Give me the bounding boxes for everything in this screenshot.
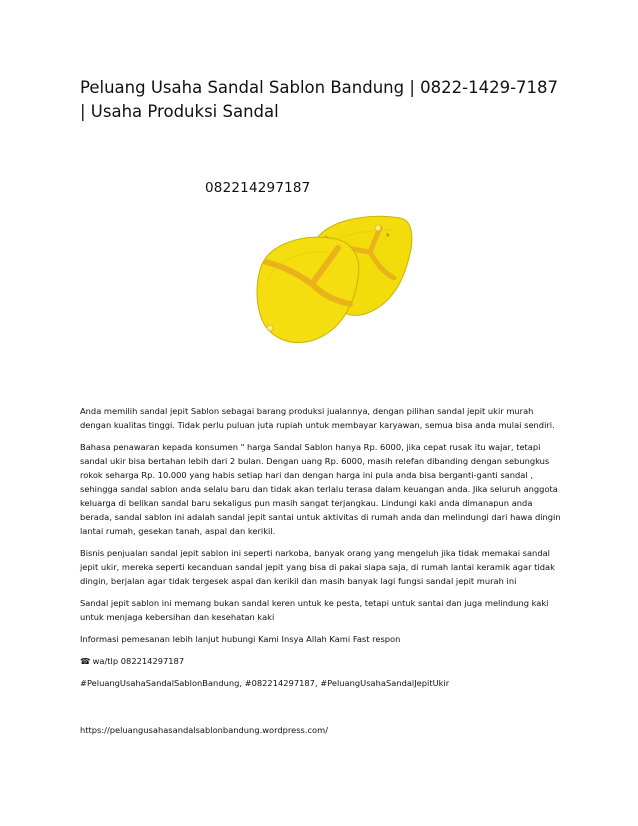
text-line: sandal ukir bisa bertahan lebih dari 2 bulan. Dengan uang Rp. 6000, masih relefan dibanding dengan sebungkus — [80, 456, 550, 466]
paragraph-intro — [80, 404, 560, 432]
hashtags-text: #PeluangUsahaSandalSablonBandung, #082214297187, #PeluangUsahaSandalJepitUkir — [80, 678, 450, 688]
text-line: keluarga di belikan sandal baru sekaligus pun masih sangat terjangkau. Lindungi kaki anda dimanapun anda — [80, 498, 533, 508]
front-sandal — [257, 237, 359, 342]
paragraph-business — [80, 546, 560, 588]
paragraph-order-info — [80, 632, 560, 646]
phone-icon: ☎ — [80, 656, 91, 666]
image-phone-caption: 082214297187 — [205, 180, 311, 196]
hashtags — [80, 676, 560, 690]
paragraph-casual — [80, 596, 560, 624]
text-line: Informasi pemesanan lebih lanjut hubungi Kami Insya Allah Kami Fast respon — [80, 634, 401, 644]
text-line: jepit ukir, mereka seperti kecanduan sandal jepit yang bisa di pakai siapa saja, di rumah lantai keramik agar tidak — [80, 562, 555, 572]
text-line: Bisnis penjualan sandal jepit sablon ini seperti narkoba, banyak orang yang mengeluh jika tidak memakai sandal — [80, 548, 550, 558]
text-line: Anda memilih sandal jepit Sablon sebagai barang produksi jualannya, dengan pilihan sandal jepit ukir murah — [80, 406, 534, 416]
text-line: berada, sandal sablon ini adalah sandal jepit santai untuk aktivitas di rumah anda dan melindungi dari hawa dingin — [80, 512, 561, 522]
text-line: dengan kualitas tinggi. Tidak perlu puluan juta rupiah untuk membayar karyawan, semua bisa anda mulai sendiri. — [80, 420, 555, 430]
text-line: dingin, berjalan agar tidak tergesek aspal dan kerikil dan masih banyak lagi fungsi sandal jepit murah ini — [80, 576, 517, 586]
contact-line — [80, 654, 560, 668]
text-line: Sandal jepit sablon ini memang bukan sandal keren untuk ke pesta, tetapi untuk santai dan juga melindung kaki — [80, 598, 549, 608]
text-line: Bahasa penawaran kepada konsumen " harga Sandal Sablon hanya Rp. 6000, jika cepat rusak itu wajar, tetapi — [80, 442, 541, 452]
text-line: rokok seharga Rp. 10.000 yang habis setiap hari dan dengan harga ini pula anda bisa berganti-ganti sandal , — [80, 470, 533, 480]
text-line: untuk menjaga kebersihan dan kesehatan kaki — [80, 612, 275, 622]
text-line: sehingga sandal sablon anda selalu baru dan tidak akan terlalu terasa dalam keuangan anda. Jika seluruh anggota — [80, 484, 558, 494]
svg-text:⚜: ⚜ — [384, 231, 392, 240]
sandal-photo — [252, 200, 422, 360]
text-line: lantai rumah, gesekan tanah, aspal dan kerikil. — [80, 526, 276, 536]
footer-url[interactable]: https://peluangusahasandalsablonbandung.wordpress.com/ — [80, 725, 329, 735]
page-title — [80, 76, 580, 124]
title-line-2: | Usaha Produksi Sandal — [80, 102, 279, 121]
contact-text: wa/tlp 082214297187 — [92, 656, 185, 666]
paragraph-offer — [80, 440, 560, 538]
article-body — [80, 404, 560, 698]
title-line-1: Peluang Usaha Sandal Sablon Bandung | 0822-1429-7187 — [80, 78, 559, 97]
